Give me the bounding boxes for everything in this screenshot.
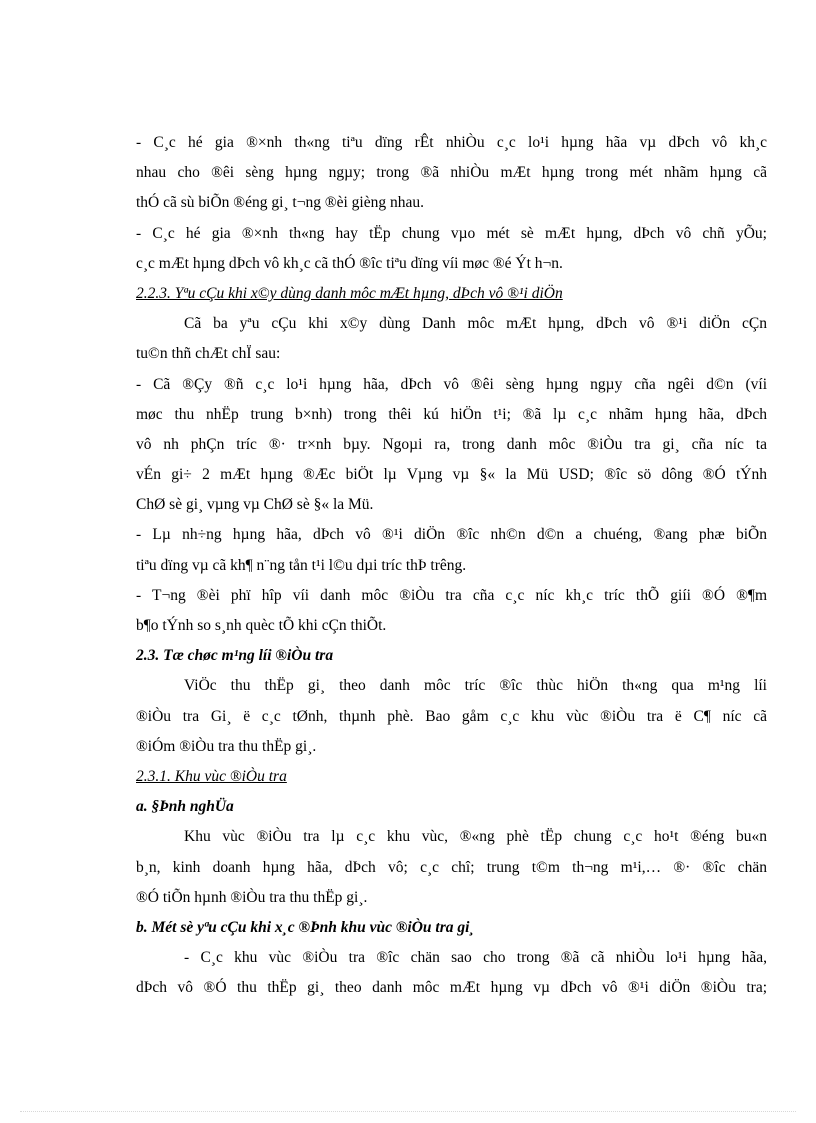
subsection-heading: b. Mét sè yªu cÇu khi x¸c ®Þnh khu vùc ®iÒu tra gi¸ xyxy=(136,918,475,936)
paragraph-line: ®iÒu tra Gi¸ ë c¸c tØnh, thµnh phè. Bao gåm c¸c khu vùc ®iÒu tra ë C¶ níc cã xyxy=(136,707,767,725)
paragraph-line: b¶o tÝnh so s¸nh quèc tÕ khi cÇn thiÕt. xyxy=(136,617,387,634)
paragraph-line: dÞch vô ®Ó thu thËp gi¸ theo danh môc mÆt hµng vµ dÞch vô ®¹i diÖn ®iÒu tra; xyxy=(136,979,767,997)
subsection-heading: a. §Þnh nghÜa xyxy=(136,798,234,816)
paragraph-line: thÓ cã sù biÕn ®éng gi¸ t¬ng ®èi gièng nhau. xyxy=(136,194,424,212)
paragraph-line: vÉn gi÷ 2 mÆt hµng ®Æc biÖt lµ Vµng vµ §« la Mü USD; ®îc sö dông ®Ó tÝnh xyxy=(136,466,767,484)
paragraph-line: c¸c mÆt hµng dÞch vô kh¸c cã thÓ ®îc tiªu dïng víi møc ®é Ýt h¬n. xyxy=(136,254,563,272)
page-bottom-divider xyxy=(20,1111,796,1112)
paragraph-line: - C¸c khu vùc ®iÒu tra ®îc chän sao cho trong ®ã cã nhiÒu lo¹i hµng hãa, xyxy=(184,949,767,967)
paragraph-line: - Lµ nh÷ng hµng hãa, dÞch vô ®¹i diÖn ®îc nh©n d©n a chuéng, ®ang phæ biÕn xyxy=(136,526,767,544)
paragraph-line: - C¸c hé gia ®×nh th«ng hay tËp chung vµo mét sè mÆt hµng, dÞch vô chñ yÕu; xyxy=(136,224,767,242)
paragraph-line: b¸n, kinh doanh hµng hãa, dÞch vô; c¸c chî; trung t©m th¬ng m¹i,… ®· ®îc chän xyxy=(136,858,767,876)
section-heading: 2.3. Tæ chøc m¹ng líi ®iÒu tra xyxy=(136,647,334,665)
paragraph-line: - T¬ng ®èi phï hîp víi danh môc ®iÒu tra cña c¸c níc kh¸c tríc thÕ giíi ®Ó ®¶m xyxy=(136,586,767,604)
section-heading: 2.2.3. Yªu cÇu khi x©y dùng danh môc mÆt hµng, dÞch vô ®¹i diÖn xyxy=(136,284,563,302)
paragraph-line: tu©n thñ chÆt chÏ sau: xyxy=(136,345,281,363)
document-page xyxy=(136,128,767,1003)
paragraph-line: Cã ba yªu cÇu khi x©y dùng Danh môc mÆt hµng, dÞch vô ®¹i diÖn cÇn xyxy=(184,315,767,333)
paragraph-line: vô nh phÇn tríc ®· tr×nh bµy. Ngoµi ra, trong danh môc ®iÒu tra gi¸ cña níc ta xyxy=(136,435,767,453)
paragraph-line: ®Ó tiÕn hµnh ®iÒu tra thu thËp gi¸. xyxy=(136,888,368,906)
paragraph-line: møc thu nhËp trung b×nh) trong thêi kú hiÖn t¹i; ®ã lµ c¸c nhãm hµng hãa, dÞch xyxy=(136,405,767,423)
paragraph-line: Khu vùc ®iÒu tra lµ c¸c khu vùc, ®«ng phè tËp chung c¸c ho¹t ®éng bu«n xyxy=(184,828,767,846)
paragraph-line: nhau cho ®êi sèng hµng ngµy; trong ®ã nhiÒu mÆt hµng trong mét nhãm hµng cã xyxy=(136,164,767,182)
paragraph-line: - Cã ®Çy ®ñ c¸c lo¹i hµng hãa, dÞch vô ®êi sèng hµng ngµy cña ngêi d©n (víi xyxy=(136,375,767,393)
paragraph-line: ChØ sè gi¸ vµng vµ ChØ sè §« la Mü. xyxy=(136,496,374,514)
paragraph-line: tiªu dïng vµ cã kh¶ n¨ng tån t¹i l©u dµi tríc thÞ trêng. xyxy=(136,556,467,574)
section-heading: 2.3.1. Khu vùc ®iÒu tra xyxy=(136,767,287,785)
paragraph-line: ViÖc thu thËp gi¸ theo danh môc tríc ®îc thùc hiÖn th«ng qua m¹ng líi xyxy=(184,677,767,695)
paragraph-line: ®iÓm ®iÒu tra thu thËp gi¸. xyxy=(136,737,317,755)
paragraph-line: - C¸c hé gia ®×nh th«ng tiªu dïng rÊt nhiÒu c¸c lo¹i hµng hãa vµ dÞch vô kh¸c xyxy=(136,134,767,151)
